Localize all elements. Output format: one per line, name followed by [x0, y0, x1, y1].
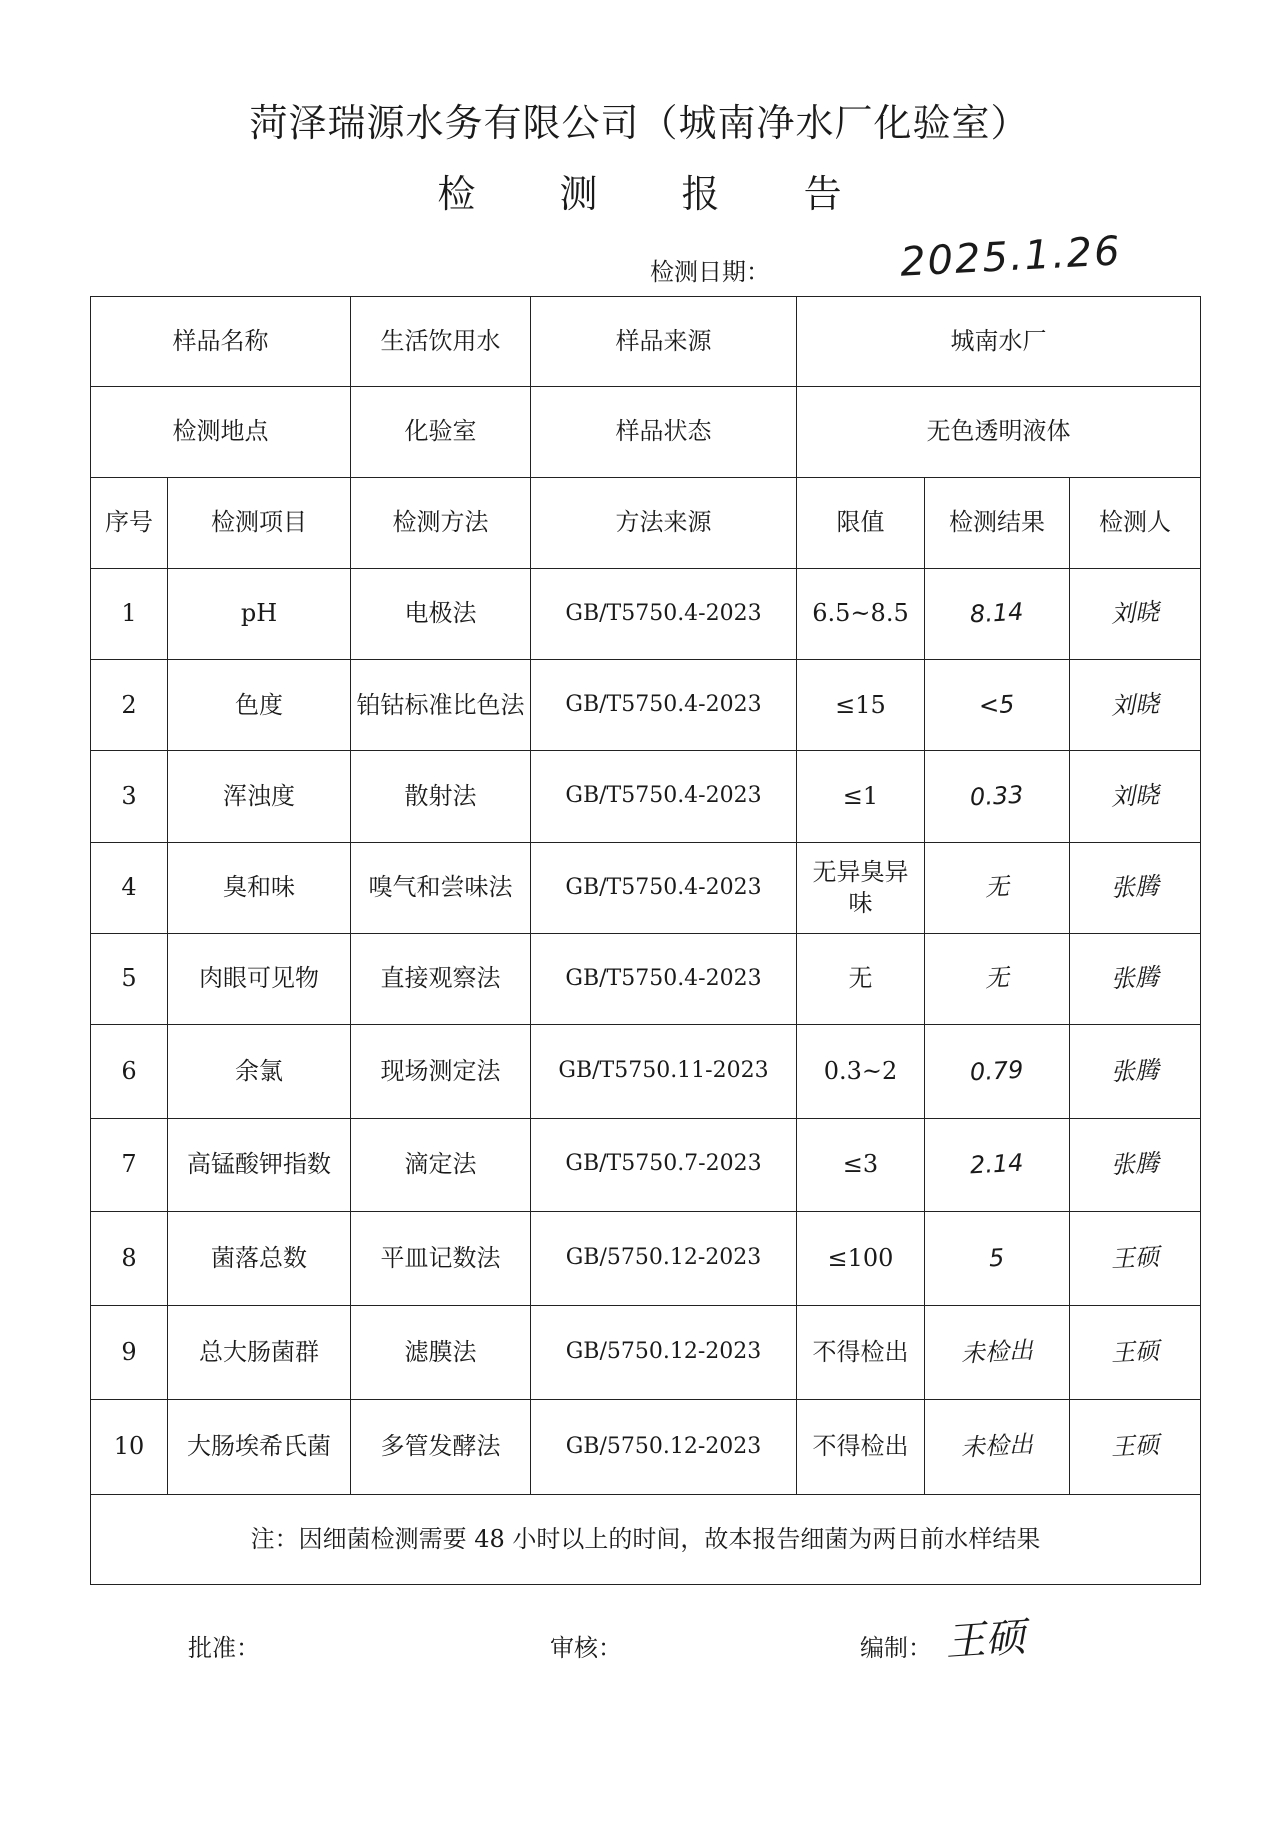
tester-signature — [1070, 933, 1201, 1024]
compile-label: 编制： — [860, 1634, 932, 1662]
test-item: 浑浊度 — [168, 751, 351, 842]
tester-signature — [1070, 751, 1201, 842]
limit-value: ≤1 — [797, 751, 925, 842]
test-item: 肉眼可见物 — [168, 933, 351, 1024]
row-number: 2 — [91, 660, 168, 751]
test-date-value: 2025.1.26 — [898, 228, 1123, 286]
handwritten-result: 8.14 — [969, 597, 1025, 629]
handwritten-result: <5 — [978, 689, 1016, 720]
limit-value: ≤100 — [797, 1211, 925, 1305]
handwritten-name: 张腾 — [1110, 1055, 1160, 1087]
compile-signature: 王硕 — [943, 1614, 1027, 1666]
method-source: GB/5750.12-2023 — [531, 1306, 797, 1400]
test-result — [925, 1118, 1070, 1211]
test-method: 电极法 — [351, 568, 531, 659]
row-number: 7 — [91, 1118, 168, 1211]
table-row — [91, 568, 1201, 659]
info-value: 无色透明液体 — [797, 387, 1201, 477]
table-row — [91, 1400, 1201, 1494]
test-method: 嗅气和尝味法 — [351, 842, 531, 933]
method-source: GB/T5750.4-2023 — [531, 568, 797, 659]
note-row — [91, 1494, 1201, 1584]
row-number: 1 — [91, 568, 168, 659]
info-label: 样品来源 — [531, 297, 797, 387]
report-table — [90, 296, 1201, 1585]
test-item: 臭和味 — [168, 842, 351, 933]
column-header-row — [91, 477, 1201, 568]
table-row — [91, 933, 1201, 1024]
handwritten-result: 0.33 — [969, 780, 1025, 812]
test-method: 直接观察法 — [351, 933, 531, 1024]
limit-value: 不得检出 — [797, 1306, 925, 1400]
handwritten-name: 张腾 — [1110, 963, 1160, 994]
review-label: 审核： — [550, 1634, 622, 1662]
test-date-label: 检测日期： — [650, 258, 770, 286]
handwritten-name: 刘晓 — [1110, 598, 1160, 629]
test-result — [925, 751, 1070, 842]
test-result — [925, 1211, 1070, 1305]
test-item: 色度 — [168, 660, 351, 751]
test-result — [925, 660, 1070, 751]
test-result — [925, 933, 1070, 1024]
row-number: 8 — [91, 1211, 168, 1305]
row-number: 5 — [91, 933, 168, 1024]
column-header: 方法来源 — [531, 477, 797, 568]
test-method: 滤膜法 — [351, 1306, 531, 1400]
tester-signature — [1070, 660, 1201, 751]
tester-signature — [1070, 1025, 1201, 1118]
tester-signature — [1070, 1400, 1201, 1494]
row-number: 4 — [91, 842, 168, 933]
limit-value: 无异臭异味 — [797, 842, 925, 933]
test-item: 余氯 — [168, 1025, 351, 1118]
column-header: 检测结果 — [925, 477, 1070, 568]
handwritten-result: 2.14 — [969, 1148, 1025, 1180]
tester-signature — [1070, 568, 1201, 659]
limit-value: 0.3~2 — [797, 1025, 925, 1118]
row-number: 6 — [91, 1025, 168, 1118]
info-row-2 — [91, 387, 1201, 477]
row-number: 3 — [91, 751, 168, 842]
test-method: 平皿记数法 — [351, 1211, 531, 1305]
column-header: 检测人 — [1070, 477, 1201, 568]
handwritten-result: 0.79 — [969, 1055, 1025, 1087]
handwritten-name: 刘晓 — [1110, 689, 1160, 720]
handwritten-result: 无 — [984, 872, 1010, 902]
handwritten-result: 无 — [984, 963, 1010, 994]
limit-value: 6.5~8.5 — [797, 568, 925, 659]
table-row — [91, 842, 1201, 933]
column-header: 检测项目 — [168, 477, 351, 568]
handwritten-result: 5 — [988, 1243, 1006, 1273]
column-header: 限值 — [797, 477, 925, 568]
test-item: 高锰酸钾指数 — [168, 1118, 351, 1211]
handwritten-name: 张腾 — [1110, 871, 1160, 903]
info-label: 检测地点 — [91, 387, 351, 477]
test-item: 菌落总数 — [168, 1211, 351, 1305]
test-date-row — [650, 228, 1130, 290]
handwritten-result: 未检出 — [960, 1430, 1034, 1463]
test-result — [925, 568, 1070, 659]
handwritten-name: 张腾 — [1110, 1148, 1160, 1180]
test-method: 现场测定法 — [351, 1025, 531, 1118]
test-method: 散射法 — [351, 751, 531, 842]
handwritten-name: 王硕 — [1110, 1431, 1160, 1462]
row-number: 9 — [91, 1306, 168, 1400]
table-row — [91, 1211, 1201, 1305]
report-title: 检 测 报 告 — [437, 172, 878, 216]
approve-label: 批准： — [188, 1634, 260, 1662]
test-method: 铂钴标准比色法 — [351, 660, 531, 751]
info-row-1 — [91, 297, 1201, 387]
test-method: 滴定法 — [351, 1118, 531, 1211]
info-value: 城南水厂 — [797, 297, 1201, 387]
report-note: 注：因细菌检测需要 48 小时以上的时间，故本报告细菌为两日前水样结果 — [91, 1494, 1201, 1584]
row-number: 10 — [91, 1400, 168, 1494]
table-row — [91, 660, 1201, 751]
test-method: 多管发酵法 — [351, 1400, 531, 1494]
organization-title: 菏泽瑞源水务有限公司（城南净水厂化验室） — [249, 101, 1030, 145]
table-row — [91, 1306, 1201, 1400]
handwritten-name: 刘晓 — [1110, 780, 1160, 812]
test-result — [925, 1400, 1070, 1494]
column-header: 序号 — [91, 477, 168, 568]
table-row — [91, 1025, 1201, 1118]
test-result — [925, 1025, 1070, 1118]
test-item: 大肠埃希氏菌 — [168, 1400, 351, 1494]
method-source: GB/T5750.4-2023 — [531, 842, 797, 933]
method-source: GB/T5750.4-2023 — [531, 660, 797, 751]
signature-footer — [0, 1610, 1279, 1670]
table-row — [91, 751, 1201, 842]
method-source: GB/5750.12-2023 — [531, 1400, 797, 1494]
tester-signature — [1070, 1211, 1201, 1305]
method-source: GB/T5750.7-2023 — [531, 1118, 797, 1211]
method-source: GB/T5750.11-2023 — [531, 1025, 797, 1118]
limit-value: 不得检出 — [797, 1400, 925, 1494]
method-source: GB/5750.12-2023 — [531, 1211, 797, 1305]
tester-signature — [1070, 1306, 1201, 1400]
info-label: 样品状态 — [531, 387, 797, 477]
handwritten-name: 王硕 — [1110, 1242, 1160, 1274]
handwritten-result: 未检出 — [960, 1336, 1034, 1368]
table-row — [91, 1118, 1201, 1211]
method-source: GB/T5750.4-2023 — [531, 933, 797, 1024]
method-source: GB/T5750.4-2023 — [531, 751, 797, 842]
tester-signature — [1070, 842, 1201, 933]
handwritten-name: 王硕 — [1110, 1336, 1160, 1368]
limit-value: 无 — [797, 933, 925, 1024]
info-value: 化验室 — [351, 387, 531, 477]
info-value: 生活饮用水 — [351, 297, 531, 387]
tester-signature — [1070, 1118, 1201, 1211]
limit-value: ≤15 — [797, 660, 925, 751]
limit-value: ≤3 — [797, 1118, 925, 1211]
test-item: pH — [168, 568, 351, 659]
test-result — [925, 842, 1070, 933]
info-label: 样品名称 — [91, 297, 351, 387]
test-item: 总大肠菌群 — [168, 1306, 351, 1400]
column-header: 检测方法 — [351, 477, 531, 568]
test-result — [925, 1306, 1070, 1400]
